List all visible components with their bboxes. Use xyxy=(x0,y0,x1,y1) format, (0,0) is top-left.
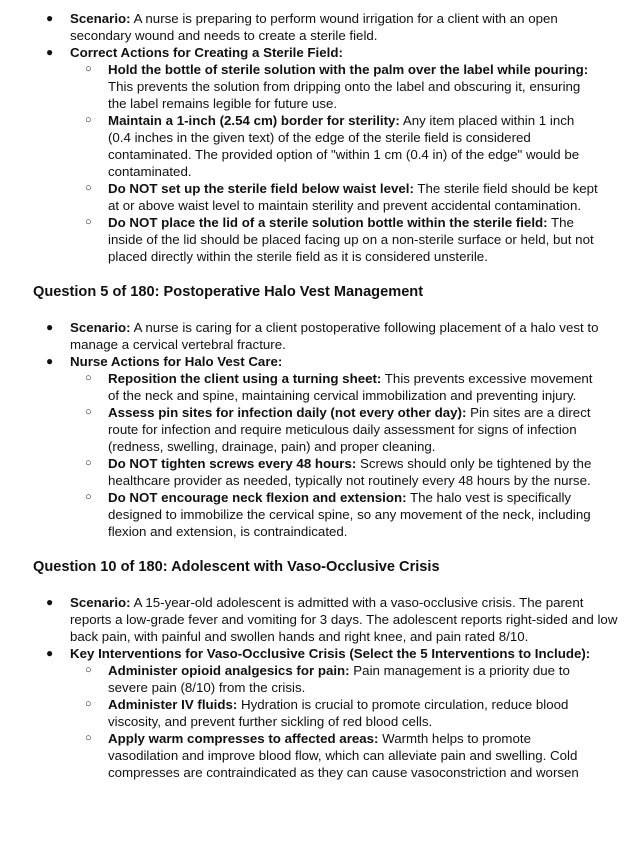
circle-bullet-icon: ○ xyxy=(85,182,92,194)
sub-item-text: Pain management is a priority due to severe pain (8/10) from the crisis. xyxy=(108,663,570,695)
sub-item-lead: Do NOT encourage neck flexion and extension: xyxy=(108,490,407,505)
sub-list xyxy=(0,662,620,781)
item-text: A 15-year-old adolescent is admitted with a vaso-occlusive crisis. The parent reports a low-grade fever and vomiting for 3 days. The adolescent reports right-sided and low back pain, with painful and swollen hands and right knee, and pain rated 8/10. xyxy=(70,595,618,644)
list-item xyxy=(0,594,640,645)
circle-bullet-icon: ○ xyxy=(85,698,92,710)
bullet-icon: ● xyxy=(46,646,54,660)
sub-item-lead: Administer IV fluids: xyxy=(108,697,238,712)
sub-item-text: Hydration is crucial to promote circulation, reduce blood viscosity, and prevent further sickling of red blood cells. xyxy=(108,697,569,729)
circle-bullet-icon: ○ xyxy=(85,63,92,75)
circle-bullet-icon: ○ xyxy=(85,491,92,503)
sub-item-lead: Do NOT place the lid of a sterile solution bottle within the sterile field: xyxy=(108,215,548,230)
list-item xyxy=(0,319,640,353)
section-2-list xyxy=(0,319,640,540)
sub-item-lead: Do NOT set up the sterile field below waist level: xyxy=(108,181,414,196)
sub-item-text: This prevents the solution from dripping onto the label and obscuring it, ensuring the label remains legible for future use. xyxy=(108,79,581,111)
item-lead: Scenario: xyxy=(70,11,131,26)
sub-item-lead: Apply warm compresses to affected areas: xyxy=(108,731,379,746)
sub-item-lead: Maintain a 1-inch (2.54 cm) border for sterility: xyxy=(108,113,400,128)
sub-list-item xyxy=(0,404,620,455)
sub-item-text: The inside of the lid should be placed facing up on a non-sterile surface or held, but not placed directly within the sterile field as it is considered unsterile. xyxy=(108,215,594,264)
item-text: A nurse is caring for a client postoperative following placement of a halo vest to manage a cervical vertebral fracture. xyxy=(70,320,599,352)
sub-item-lead: Assess pin sites for infection daily (not every other day): xyxy=(108,405,467,420)
circle-bullet-icon: ○ xyxy=(85,732,92,744)
list-item xyxy=(0,10,640,44)
sub-item-lead: Hold the bottle of sterile solution with the palm over the label while pouring: xyxy=(108,62,589,77)
sub-list-item xyxy=(0,180,620,214)
sub-item-text: The halo vest is specifically designed to immobilize the cervical spine, so any movement of the neck, including flexion and extension, is contraindicated. xyxy=(108,490,591,539)
bullet-icon: ● xyxy=(46,320,54,334)
sub-item-lead: Administer opioid analgesics for pain: xyxy=(108,663,350,678)
item-text: A nurse is preparing to perform wound irrigation for a client with an open secondary wound and needs to create a sterile field. xyxy=(70,11,558,43)
bullet-icon: ● xyxy=(46,595,54,609)
list-item xyxy=(0,645,640,781)
sub-list-item xyxy=(0,112,620,180)
sub-list-item xyxy=(0,696,620,730)
circle-bullet-icon: ○ xyxy=(85,664,92,676)
circle-bullet-icon: ○ xyxy=(85,114,92,126)
sub-list-item xyxy=(0,61,620,112)
circle-bullet-icon: ○ xyxy=(85,457,92,469)
circle-bullet-icon: ○ xyxy=(85,216,92,228)
sub-list-item xyxy=(0,214,620,265)
sub-list-item xyxy=(0,455,620,489)
item-lead: Correct Actions for Creating a Sterile Field: xyxy=(70,45,343,60)
item-lead: Nurse Actions for Halo Vest Care: xyxy=(70,354,283,369)
sub-item-text: Pin sites are a direct route for infection and require meticulous daily assessment for signs of infection (redness, swelling, drainage, pain) and proper cleaning. xyxy=(108,405,591,454)
list-item xyxy=(0,353,640,540)
sub-list-item xyxy=(0,370,620,404)
circle-bullet-icon: ○ xyxy=(85,372,92,384)
sub-list-item xyxy=(0,489,620,540)
section-1-list xyxy=(0,10,640,265)
section-heading: Question 10 of 180: Adolescent with Vaso-Occlusive Crisis xyxy=(33,559,440,575)
sub-list-item xyxy=(0,662,620,696)
bullet-icon: ● xyxy=(46,45,54,59)
circle-bullet-icon: ○ xyxy=(85,406,92,418)
list-item xyxy=(0,44,640,265)
section-3-list xyxy=(0,594,640,781)
item-lead: Scenario: xyxy=(70,595,131,610)
sub-list xyxy=(0,61,620,265)
sub-item-text: Any item placed within 1 inch (0.4 inches in the given text) of the edge of the sterile field is considered contaminated. The provided option of "within 1 cm (0.4 in) of the edge" would be contaminated. xyxy=(108,113,580,179)
sub-list-item xyxy=(0,730,620,781)
sub-item-text: The sterile field should be kept at or above waist level to maintain sterility and prevent accidental contamination. xyxy=(108,181,598,213)
item-lead: Scenario: xyxy=(70,320,131,335)
sub-item-text: Warmth helps to promote vasodilation and improve blood flow, which can alleviate pain and swelling. Cold compresses are contraindicated as they can cause vasoconstriction and worsen xyxy=(108,731,579,780)
sub-item-text: This prevents excessive movement of the neck and spine, maintaining cervical immobilization and preventing injury. xyxy=(108,371,593,403)
section-heading: Question 5 of 180: Postoperative Halo Vest Management xyxy=(33,284,424,300)
sub-item-lead: Do NOT tighten screws every 48 hours: xyxy=(108,456,357,471)
bullet-icon: ● xyxy=(46,11,54,25)
sub-list xyxy=(0,370,620,540)
sub-item-lead: Reposition the client using a turning sheet: xyxy=(108,371,382,386)
sub-item-text: Screws should only be tightened by the healthcare provider as needed, typically not routinely every 48 hours by the nurse. xyxy=(108,456,592,488)
bullet-icon: ● xyxy=(46,354,54,368)
item-lead: Key Interventions for Vaso-Occlusive Crisis (Select the 5 Interventions to Include): xyxy=(70,646,591,661)
